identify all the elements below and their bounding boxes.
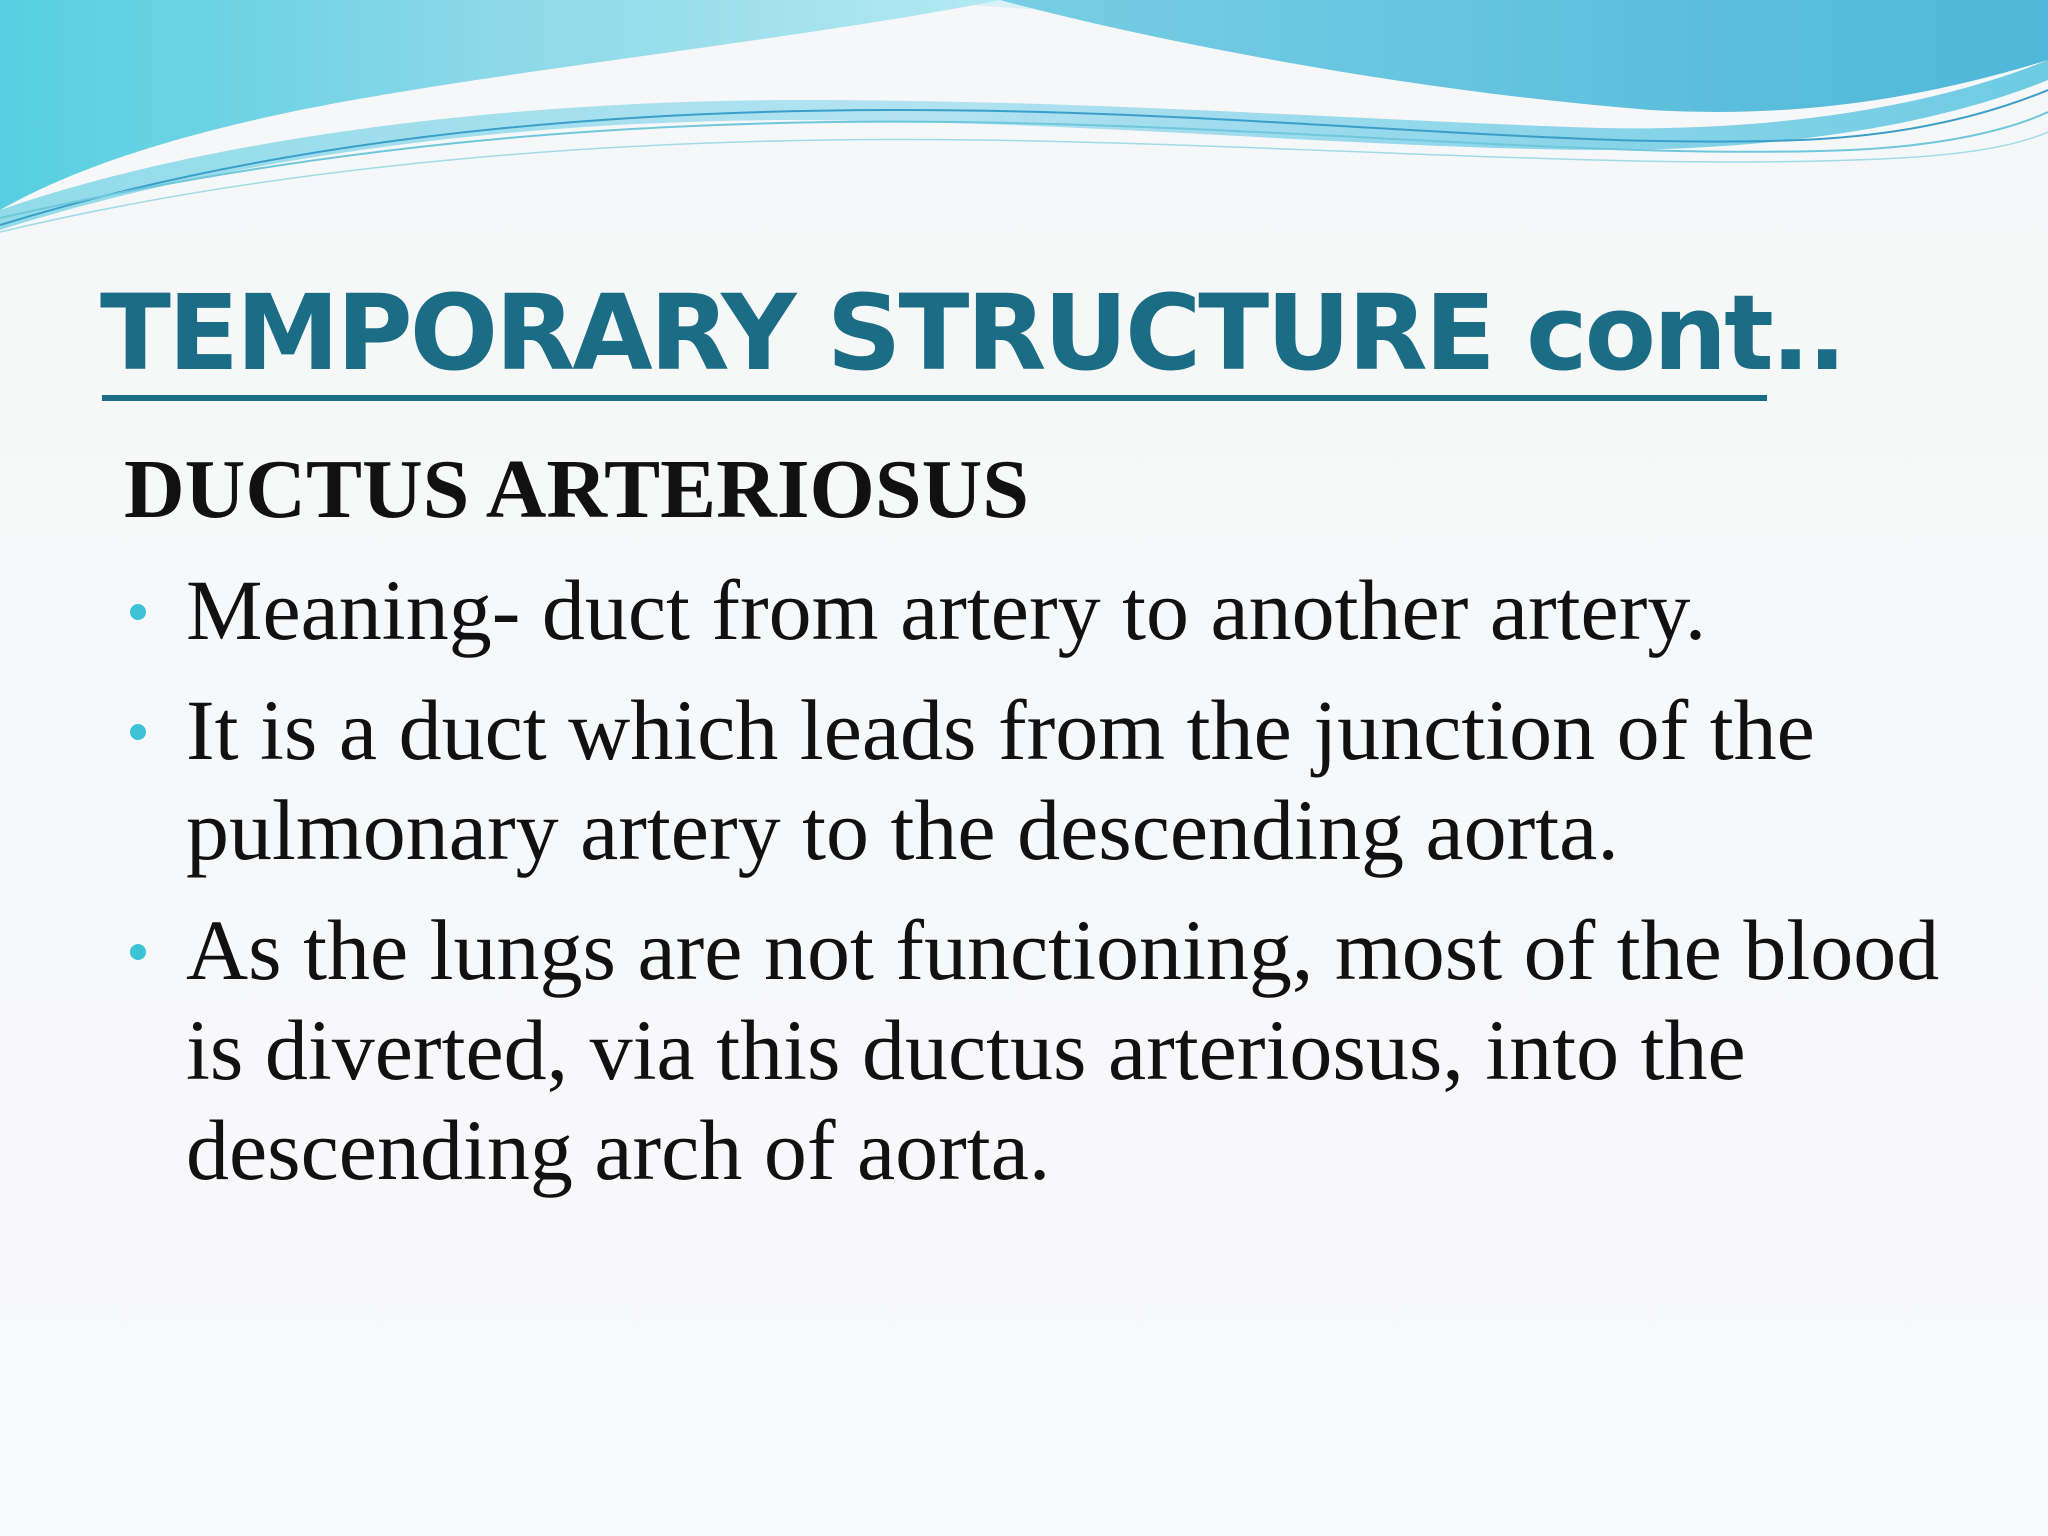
bullet-item	[124, 680, 2004, 880]
slide-title: TEMPORARY STRUCTURE cont..	[100, 272, 1844, 394]
bullet-item	[124, 900, 2004, 1200]
section-heading: DUCTUS ARTERIOSUS	[124, 443, 1029, 536]
bullet-text: Meaning- duct from artery to another artery.	[186, 562, 1707, 658]
wave-decoration	[0, 0, 2048, 260]
bullet-item	[124, 560, 2004, 660]
bullet-dot-icon	[130, 604, 146, 620]
bullet-text: It is a duct which leads from the junction of the pulmonary artery to the descending aorta.	[186, 682, 1815, 878]
title-underline	[102, 395, 1767, 401]
bullet-list	[124, 560, 2004, 1220]
bullet-dot-icon	[130, 724, 146, 740]
bullet-dot-icon	[130, 944, 146, 960]
bullet-text: As the lungs are not functioning, most of the blood is diverted, via this ductus arteriosus, into the descending arch of aorta.	[186, 902, 1940, 1198]
